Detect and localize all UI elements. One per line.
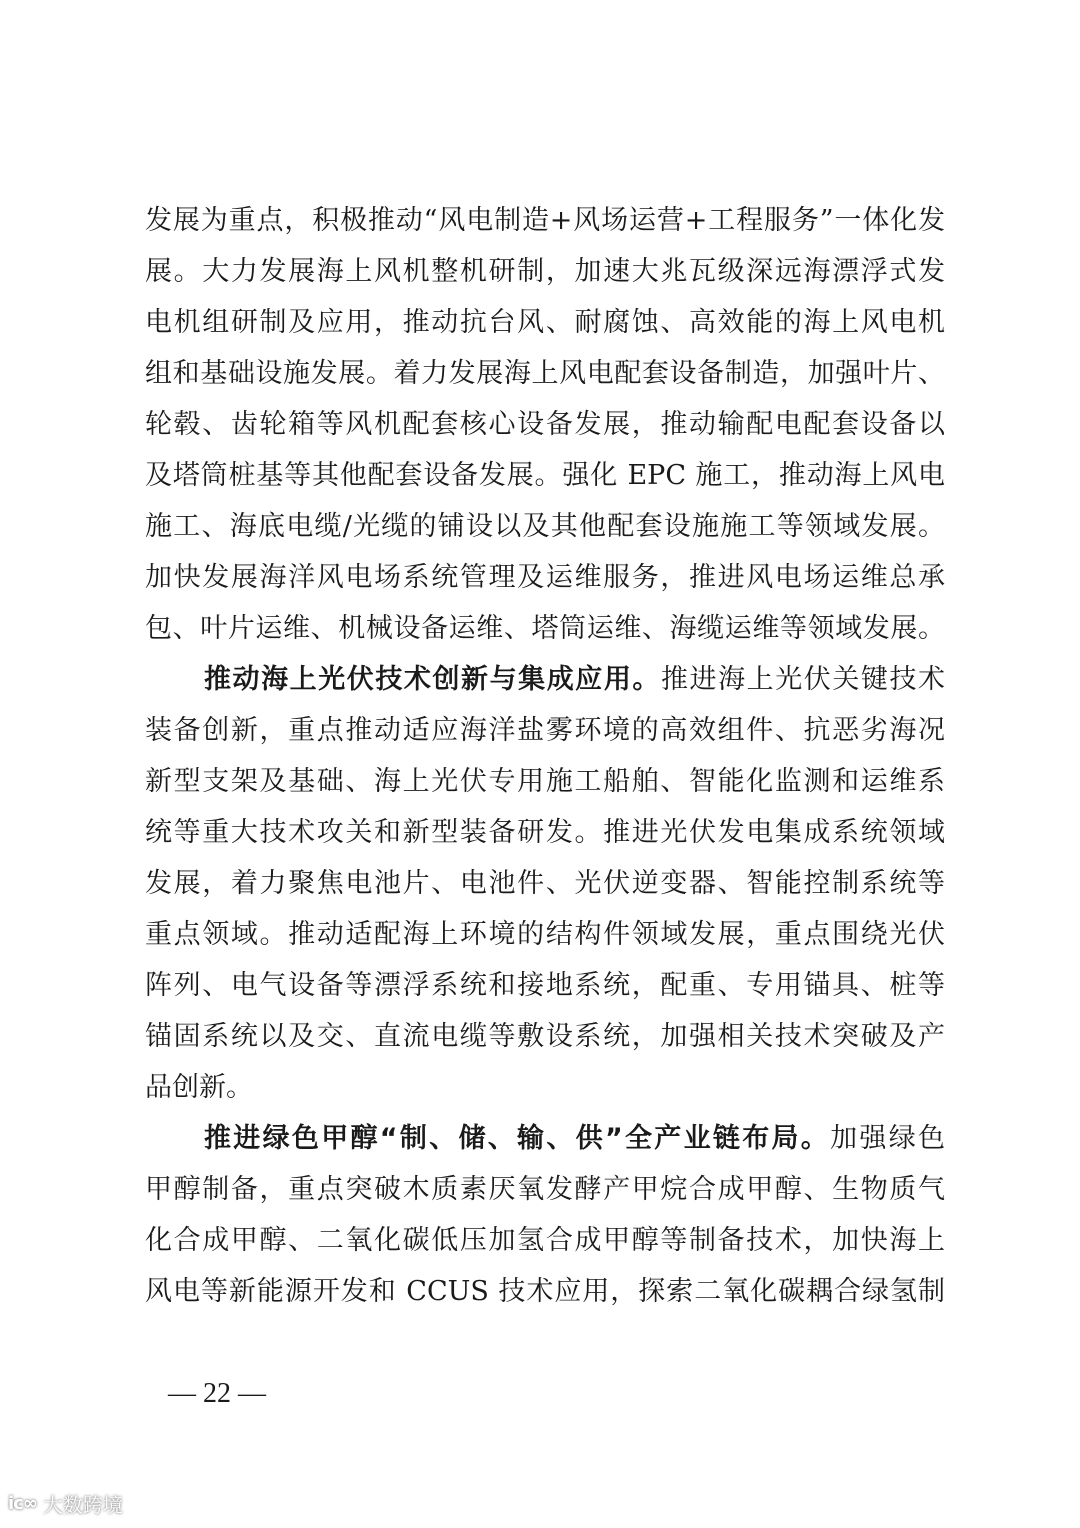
- text-line: 包、叶片运维、机械设备运维、塔筒运维、海缆运维等领域发展。: [145, 613, 945, 644]
- text-line: 新型支架及基础、海上光伏专用施工船舶、智能化监测和运维系: [145, 766, 945, 797]
- text-line: 施工、海底电缆/光缆的铺设以及其他配套设施施工等领域发展。: [145, 511, 945, 542]
- text-line: 锚固系统以及交、直流电缆等敷设系统，加强相关技术突破及产: [145, 1021, 945, 1052]
- paragraph-heading-methanol: 推进绿色甲醇“制、储、输、供”全产业链布局。: [204, 1123, 831, 1154]
- text-line: 甲醇制备，重点突破木质素厌氧发酵产甲烷合成甲醇、生物质气: [145, 1174, 945, 1205]
- text-line: 装备创新，重点推动适应海洋盐雾环境的高效组件、抗恶劣海况: [145, 715, 945, 746]
- text-line: 化合成甲醇、二氧化碳低压加氢合成甲醇等制备技术，加快海上: [145, 1225, 945, 1256]
- text-line: 轮毂、齿轮箱等风机配套核心设备发展，推动输配电配套设备以: [145, 409, 945, 440]
- watermark-logo-icon: ic∞: [8, 1493, 37, 1514]
- text-line: 重点领域。推动适配海上环境的结构件领域发展，重点围绕光伏: [145, 919, 945, 950]
- paragraph-heading-pv: 推动海上光伏技术创新与集成应用。: [204, 664, 661, 695]
- text-line: 展。大力发展海上风机整机研制，加速大兆瓦级深远海漂浮式发: [145, 256, 945, 287]
- text-line: 发展，着力聚焦电池片、电池件、光伏逆变器、智能控制系统等: [145, 868, 945, 899]
- paragraph-heading-line: [145, 1117, 945, 1168]
- text-line: 统等重大技术攻关和新型装备研发。推进光伏发电集成系统领域: [145, 817, 945, 848]
- body-text: [145, 199, 945, 1321]
- text-line: 加快发展海洋风电场系统管理及运维服务，推进风电场运维总承: [145, 562, 945, 593]
- watermark-text: 大数跨境: [42, 1493, 123, 1517]
- text-line: 品创新。: [145, 1072, 253, 1103]
- paragraph-heading-line: [145, 658, 945, 709]
- text-line: 及塔筒桩基等其他配套设备发展。强化 EPC 施工，推动海上风电: [145, 460, 945, 491]
- text-line: 风电等新能源开发和 CCUS 技术应用，探索二氧化碳耦合绿氢制: [145, 1276, 945, 1307]
- text-line: 组和基础设施发展。着力发展海上风电配套设备制造，加强叶片、: [145, 358, 945, 389]
- page-number: — 22 —: [168, 1378, 266, 1409]
- text-line: 阵列、电气设备等漂浮系统和接地系统，配重、专用锚具、桩等: [145, 970, 945, 1001]
- text-run: 加强绿色: [830, 1123, 945, 1154]
- watermark: [8, 1489, 123, 1518]
- text-run: 推进海上光伏关键技术: [660, 664, 946, 695]
- text-line: 电机组研制及应用，推动抗台风、耐腐蚀、高效能的海上风电机: [145, 307, 945, 338]
- text-line: 发展为重点，积极推动“风电制造+风场运营+工程服务”一体化发: [145, 205, 945, 236]
